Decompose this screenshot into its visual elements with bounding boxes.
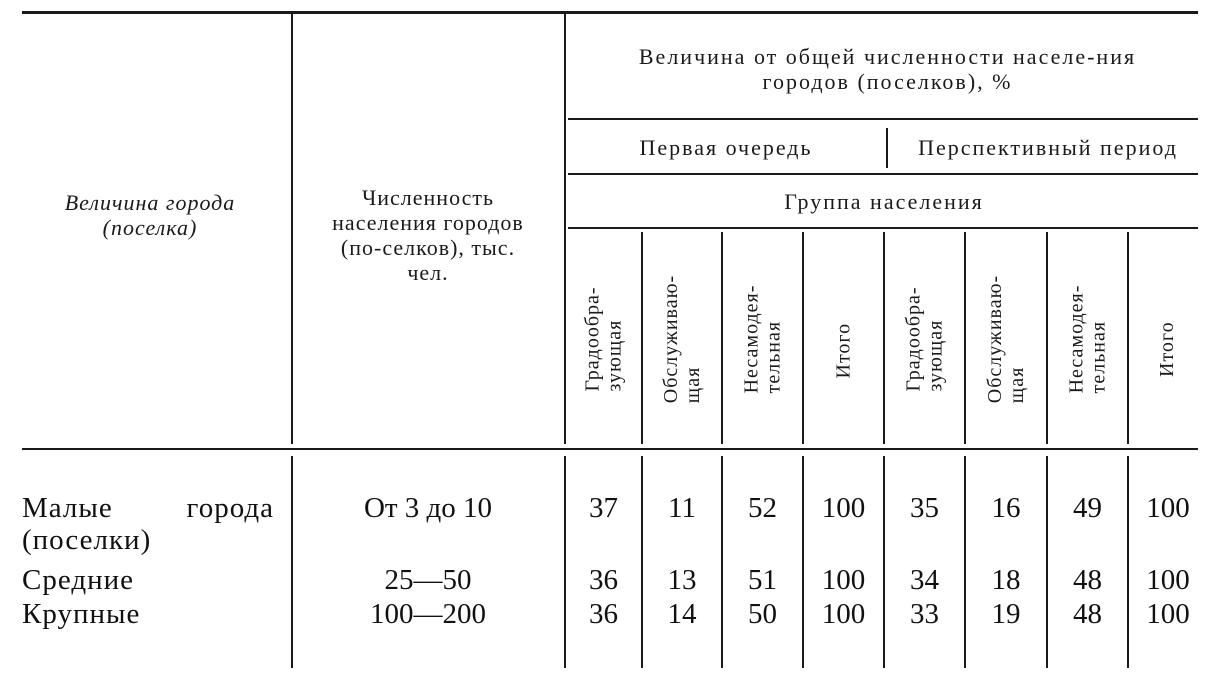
header-city-size: Величина города (поселка) xyxy=(64,190,236,240)
rule-v-name xyxy=(291,14,293,444)
rule-vb-1 xyxy=(641,456,643,668)
table-cell: 14 xyxy=(667,598,697,630)
rule-top xyxy=(22,11,1198,14)
rule-vb-5 xyxy=(964,456,966,668)
rule-v-period xyxy=(886,128,888,168)
subheader-label: Несамодея-тельная xyxy=(1065,284,1110,394)
header-period-first: Первая очередь xyxy=(639,134,813,160)
table-cell: 49 xyxy=(1073,492,1102,524)
table-cell: 100 xyxy=(1146,492,1190,524)
header-share: Величина от общей численности населе-ния городов (поселков), % xyxy=(638,44,1137,94)
subheader-label: Обслуживаю-щая xyxy=(660,274,704,404)
table-cell: 36 xyxy=(589,564,618,596)
table-cell: 100 xyxy=(821,564,866,596)
header-period-future: Перспективный период xyxy=(918,134,1178,160)
subheader-label: Обслуживаю-щая xyxy=(984,274,1028,404)
table-cell: 100 xyxy=(1146,564,1190,596)
subheader-dependent-2 xyxy=(1048,232,1127,446)
table-cell: 100 xyxy=(1146,598,1190,630)
table-cell: 51 xyxy=(748,564,777,596)
header-population: Численность населения городов (по-селков), тыс. чел. xyxy=(332,185,524,285)
rule-share-bottom xyxy=(568,118,1198,120)
table-cell: 37 xyxy=(589,492,618,524)
rule-vb-population xyxy=(564,456,566,668)
subheader-label: Итого xyxy=(832,322,855,379)
subheader-dependent-1 xyxy=(723,232,802,446)
table-cell: 36 xyxy=(589,598,618,630)
table-cell: 52 xyxy=(748,492,777,524)
table-cell: 11 xyxy=(668,492,696,524)
row-population-large: 100—200 xyxy=(370,598,486,630)
row-name-large: Крупные xyxy=(22,598,141,630)
rule-vb-2 xyxy=(721,456,723,668)
table-cell: 48 xyxy=(1073,564,1102,596)
rule-period-bottom xyxy=(568,173,1198,175)
subheader-serving-2 xyxy=(966,232,1046,446)
subheader-label: Градообра-зующая xyxy=(581,286,626,392)
table-cell: 48 xyxy=(1073,598,1102,630)
subheader-label: Итого xyxy=(1156,321,1178,377)
row-population-medium: 25—50 xyxy=(384,564,472,596)
table-cell: 18 xyxy=(991,564,1021,596)
subheader-label: Градообра-зующая xyxy=(902,286,947,392)
rule-vb-3 xyxy=(802,456,804,668)
rule-vb-6 xyxy=(1046,456,1048,668)
table-cell: 35 xyxy=(910,492,939,524)
table-cell: 16 xyxy=(991,492,1021,524)
subheader-serving-1 xyxy=(643,232,721,446)
rule-group-bottom xyxy=(568,227,1198,229)
rule-vb-name xyxy=(291,456,293,668)
table-cell: 34 xyxy=(910,564,939,596)
subheader-city-forming-1 xyxy=(566,232,641,446)
rule-header-bottom xyxy=(22,448,1198,450)
subheader-total-1 xyxy=(804,232,883,446)
table-cell: 100 xyxy=(821,598,866,630)
subheader-label: Несамодея-тельная xyxy=(740,284,785,394)
row-name-medium: Средние xyxy=(22,564,134,596)
table-cell: 100 xyxy=(821,492,866,524)
table-cell: 19 xyxy=(991,598,1021,630)
header-group: Группа населения xyxy=(784,188,984,214)
table-cell: 13 xyxy=(667,564,697,596)
table-cell: 50 xyxy=(748,598,777,630)
table-cell: 33 xyxy=(910,598,939,630)
rule-vb-4 xyxy=(883,456,885,668)
row-name-small: Малые города (поселки) xyxy=(22,492,274,556)
row-population-small: От 3 до 10 xyxy=(363,492,493,524)
subheader-city-forming-2 xyxy=(885,232,964,446)
subheader-total-2 xyxy=(1129,232,1205,446)
rule-vb-7 xyxy=(1127,456,1129,668)
